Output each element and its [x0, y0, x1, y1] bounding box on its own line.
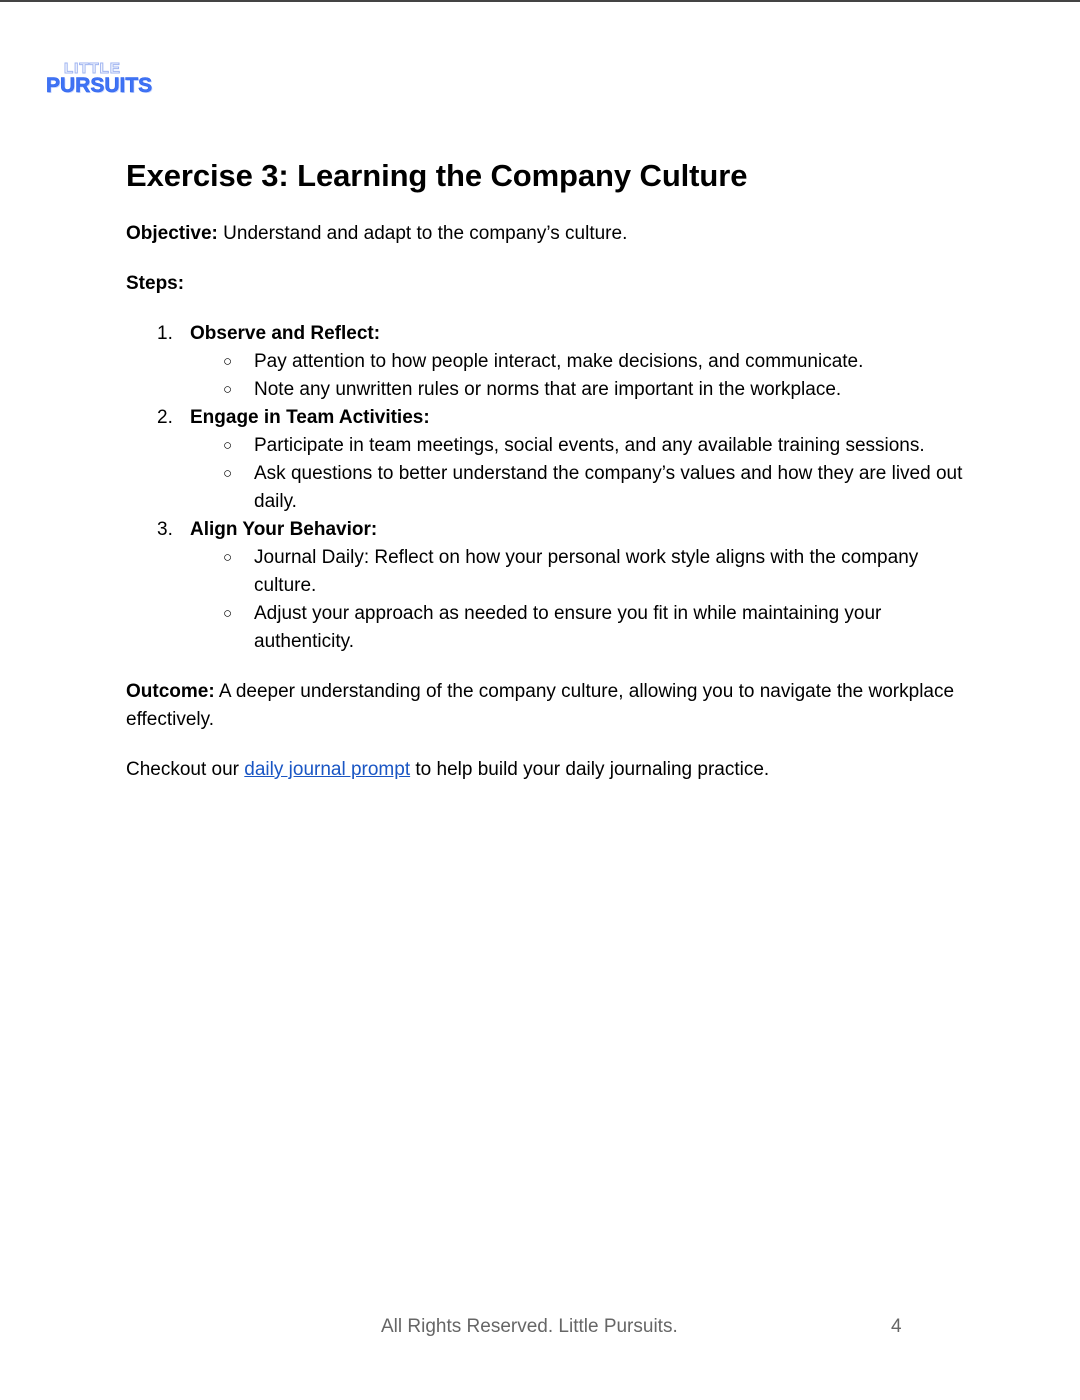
sub-list-item — [190, 432, 966, 460]
objective-text: Understand and adapt to the company’s culture. — [223, 223, 628, 244]
outcome-text: A deeper understanding of the company culture, allowing you to navigate the workplace effectively. — [126, 681, 955, 730]
sub-list-item — [190, 544, 966, 600]
logo-bottom-text: PURSUITS — [46, 74, 153, 97]
sub-list-item — [190, 600, 966, 656]
step-sub-list — [190, 544, 966, 656]
document-body — [126, 152, 966, 784]
step-sub-list — [190, 348, 966, 404]
footer-copyright: All Rights Reserved. Little Pursuits. — [381, 1316, 678, 1337]
checkout-text-after: to help build your daily journaling practice. — [415, 759, 770, 780]
hollow-bullet-icon: ○ — [223, 381, 233, 398]
steps-heading: Steps: — [126, 273, 185, 294]
step-item — [126, 516, 966, 656]
step-title: Align Your Behavior: — [190, 519, 378, 540]
sub-item-text: Note any unwritten rules or norms that are important in the workplace. — [254, 379, 842, 400]
objective-label: Objective: — [126, 223, 218, 244]
checkout-paragraph — [126, 756, 966, 784]
sub-item-text: Participate in team meetings, social events, and any available training sessions. — [254, 435, 925, 456]
page-number: 4 — [891, 1316, 902, 1337]
daily-journal-prompt-link[interactable]: daily journal prompt — [244, 759, 411, 780]
step-number: 2. — [157, 407, 173, 428]
little-pursuits-logo — [46, 60, 176, 100]
page-title: Exercise 3: Learning the Company Culture — [126, 158, 748, 193]
sub-item-text: Journal Daily: Reflect on how your personal work style aligns with the company culture. — [254, 547, 919, 596]
hollow-bullet-icon: ○ — [223, 605, 233, 622]
step-number: 1. — [157, 323, 173, 344]
sub-list-item — [190, 348, 966, 376]
step-item — [126, 320, 966, 404]
objective-paragraph — [126, 220, 966, 248]
step-title: Engage in Team Activities: — [190, 407, 430, 428]
step-item — [126, 404, 966, 516]
sub-item-text: Pay attention to how people interact, make decisions, and communicate. — [254, 351, 864, 372]
sub-list-item — [190, 376, 966, 404]
sub-list-item — [190, 460, 966, 516]
hollow-bullet-icon: ○ — [223, 353, 233, 370]
hollow-bullet-icon: ○ — [223, 465, 233, 482]
outcome-paragraph — [126, 678, 966, 734]
checkout-text-before: Checkout our — [126, 759, 240, 780]
hollow-bullet-icon: ○ — [223, 549, 233, 566]
sub-item-text: Adjust your approach as needed to ensure you fit in while maintaining your authenticity. — [254, 603, 882, 652]
step-title: Observe and Reflect: — [190, 323, 381, 344]
outcome-label: Outcome: — [126, 681, 215, 702]
steps-list — [126, 320, 966, 656]
step-number: 3. — [157, 519, 173, 540]
hollow-bullet-icon: ○ — [223, 437, 233, 454]
logo-top-text: LITTLE — [64, 60, 121, 77]
step-sub-list — [190, 432, 966, 516]
sub-item-text: Ask questions to better understand the company’s values and how they are lived out daily. — [254, 463, 963, 512]
